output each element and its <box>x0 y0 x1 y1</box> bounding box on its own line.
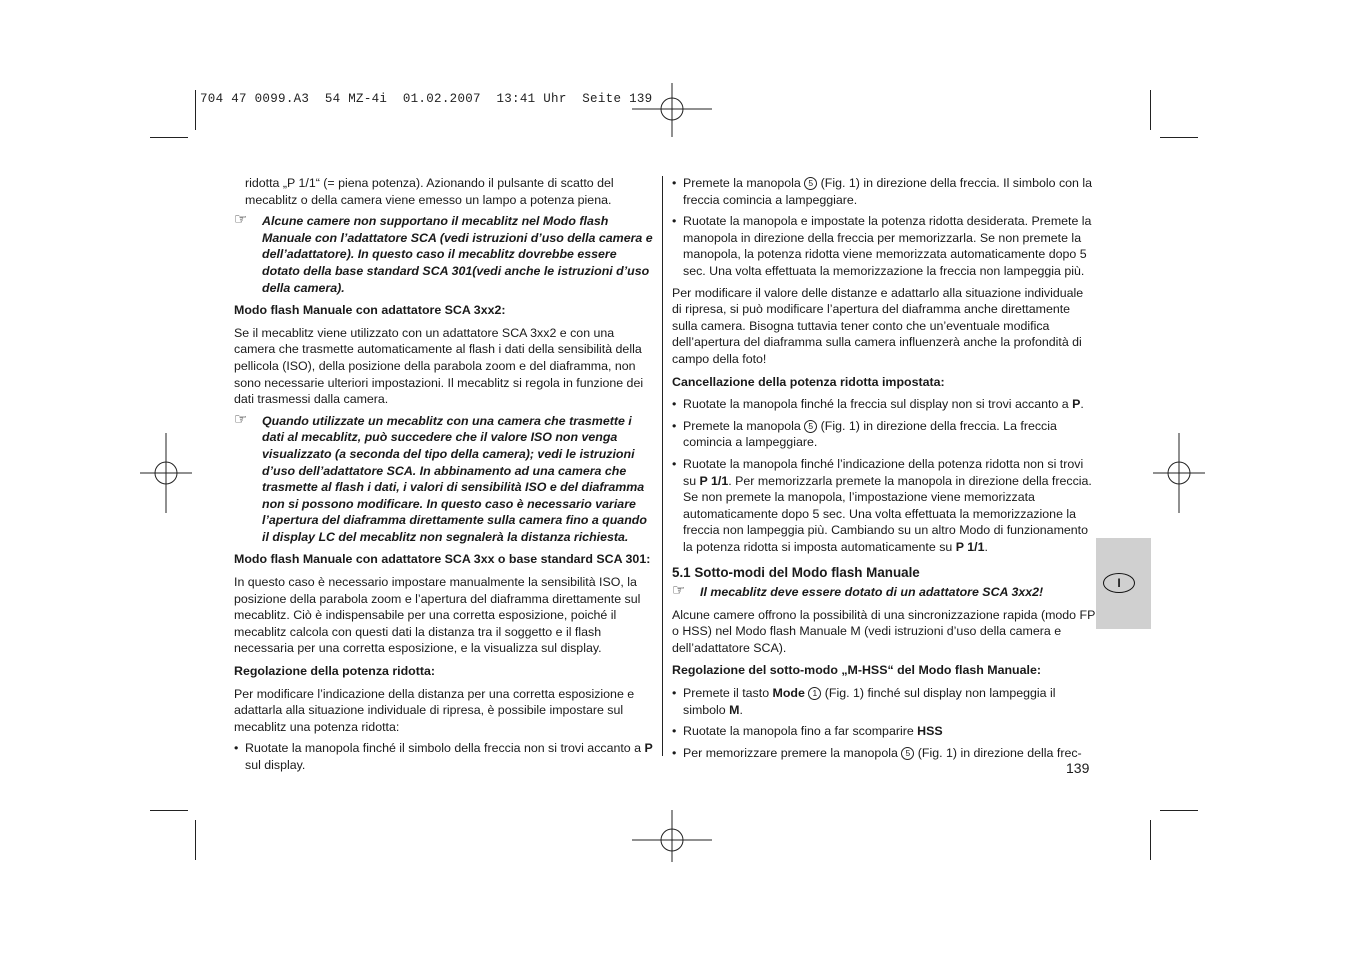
note-text: Quando utilizzate un mecablitz con una camera che trasmette i dati al mecablitz, può succedere che il valore ISO non venga visualizzato (a seconda del tipo della camera); vedi le istruzioni d’uso dell’adattatore SCA. In abbinamento ad una camera che trasmette al flash i dati, i valori di sensibilità ISO e del diaframma non si possono modificare. In questo caso è necessario variare l’apertura del diaframma direttamente sulla camera fino a quando il display LC del mecablitz non segnalerà la distanza richiesta. <box>262 413 647 544</box>
crop-mark <box>1160 810 1198 811</box>
crop-mark <box>195 820 196 860</box>
list-item: • Ruotate la manopola e impostate la potenza ridotta desiderata. Premete la manopola in direzione della freccia per memorizzarla. Se non premete la manopola, la potenza ridotta viene memorizzata automaticamente dopo 5 sec. Una volta effettuata la memorizzazione la freccia non lampeggia più. <box>672 214 1092 278</box>
note <box>234 410 654 546</box>
list-item: • Ruotate la manopola finché l’indicazione della potenza ridotta non si trovi su P 1/1. Per memorizzarla premete la manopola in direzione della freccia. Se non premete la manopola, l’impostazione viene memorizzata automaticamente dopo 5 sec. Una volta effettuata la memorizzazione la freccia non lampeggia più. Cambiando su un altro Modo di funzionamento la potenza ridotta si imposta automaticamente su P 1/1. <box>672 456 1092 554</box>
right-column <box>672 175 1096 766</box>
paragraph: Se il mecablitz viene utilizzato con un adattatore SCA 3xx2 e con una camera che trasmette automaticamente al flash i dati della sensibilità della pellicola (ISO), della posizione della parabola zoom e del diaframma, non sono necessarie ulteriori impostazioni. Il mecablitz si regola in funzione dei dati trasmessi dalla camera. <box>234 325 644 407</box>
registration-mark-icon <box>632 800 712 880</box>
paragraph: ridotta „P 1/1“ (= piena potenza). Azionando il pulsante di scatto del mecablitz o della camera viene emesso un lampo a potenza piena. <box>245 176 614 207</box>
heading: Modo flash Manuale con adattatore SCA 3xx2: <box>234 303 506 318</box>
paragraph: In questo caso è necessario impostare manualmente la sensibilità ISO, la posizione della parabola zoom e l’apertura del diaframma direttamente sul mecablitz. Ciò è indispensabile per una corretta esposizione, poiché il mecablitz calcola con questi dati la distanza tra il soggetto e il flash necessaria per una corretta esposizione, e la visualizza sul display. <box>234 575 641 656</box>
control-number-icon: 1 <box>808 687 821 700</box>
list-item: • Ruotate la manopola finché il simbolo della freccia non si trovi accanto a P sul display. <box>234 741 653 772</box>
control-number-icon: 5 <box>804 420 817 433</box>
crop-mark <box>150 137 188 138</box>
heading: Regolazione della potenza ridotta: <box>234 664 436 679</box>
crop-mark <box>195 90 196 130</box>
list-item: • Ruotate la manopola fino a far scomparire HSS <box>672 724 943 739</box>
registration-mark-icon <box>126 433 206 513</box>
note <box>234 213 654 296</box>
section-heading: 5.1 Sotto-modi del Modo flash Manuale <box>672 565 920 581</box>
heading: Modo flash Manuale con adattatore SCA 3xx o base standard SCA 301: <box>234 552 651 567</box>
list-item: • Premete la manopola 5 (Fig. 1) in direzione della freccia. Il simbolo con la freccia comincia a lampeggiare. <box>672 176 1093 207</box>
pointing-hand-icon: ☞ <box>234 211 248 229</box>
column-divider <box>662 176 663 756</box>
paragraph: Per modificare il valore delle distanze e adattarlo alla situazione individuale di ripresa, si può modificare l’apertura del diaframma anche direttamente sulla camera. Bisogna tuttavia tener conto che un’eventuale modifica dell’apertura del diaframma sulla camera influenzerà anche la profondità di campo della foto! <box>672 285 1084 366</box>
crop-mark <box>1150 90 1151 130</box>
list-item: • Per memorizzare premere la manopola 5 (Fig. 1) in direzione della frec- <box>672 745 1082 760</box>
language-tab <box>1096 538 1151 629</box>
crop-mark <box>1160 137 1198 138</box>
note-text: Alcune camere non supportano il mecablitz nel Modo flash Manuale con l’adattatore SCA (vedi istruzioni d’uso della camera e dell’adattatore). In questo caso il mecablitz dovrebbe essere dotato della base standard SCA 301(vedi anche le istruzioni d’uso della camera). <box>262 214 653 295</box>
left-column <box>234 175 654 779</box>
note-text: Il mecablitz deve essere dotato di un adattatore SCA 3xx2! <box>700 585 1044 600</box>
pointing-hand-icon: ☞ <box>234 410 248 428</box>
crop-mark <box>1150 820 1151 860</box>
control-number-icon: 5 <box>901 747 914 760</box>
print-slug: 704 47 0099.A3 54 MZ-4i 01.02.2007 13:41 Uhr Seite 139 <box>200 92 653 106</box>
paragraph: Per modificare l’indicazione della distanza per una corretta esposizione e adattarla alla situazione individuale di ripresa, è possibile impostare sul mecablitz una potenza ridotta: <box>234 686 635 734</box>
language-tab-label: I <box>1103 573 1135 593</box>
heading: Cancellazione della potenza ridotta impostata: <box>672 374 945 389</box>
paragraph: Alcune camere offrono la possibilità di una sincronizzazione rapida (modo FP o HSS) nel Modo flash Manuale M (vedi istruzioni d’uso della camera e dell’adattatore SCA). <box>672 607 1096 655</box>
crop-mark <box>150 810 188 811</box>
heading: Regolazione del sotto-modo „M-HSS“ del Modo flash Manuale: <box>672 663 1041 678</box>
control-number-icon: 5 <box>804 177 817 190</box>
registration-mark-icon <box>632 69 712 149</box>
registration-mark-icon <box>1139 433 1219 513</box>
note <box>672 584 1096 601</box>
page-number: 139 <box>1066 760 1090 776</box>
list-item: • Premete il tasto Mode 1 (Fig. 1) finché sul display non lampeggia il simbolo M. <box>672 686 1056 717</box>
pointing-hand-icon: ☞ <box>672 582 686 600</box>
list-item: • Ruotate la manopola finché la freccia sul display non si trovi accanto a P. <box>672 397 1084 412</box>
list-item: • Premete la manopola 5 (Fig. 1) in direzione della freccia. La freccia comincia a lampeggiare. <box>672 418 1057 450</box>
